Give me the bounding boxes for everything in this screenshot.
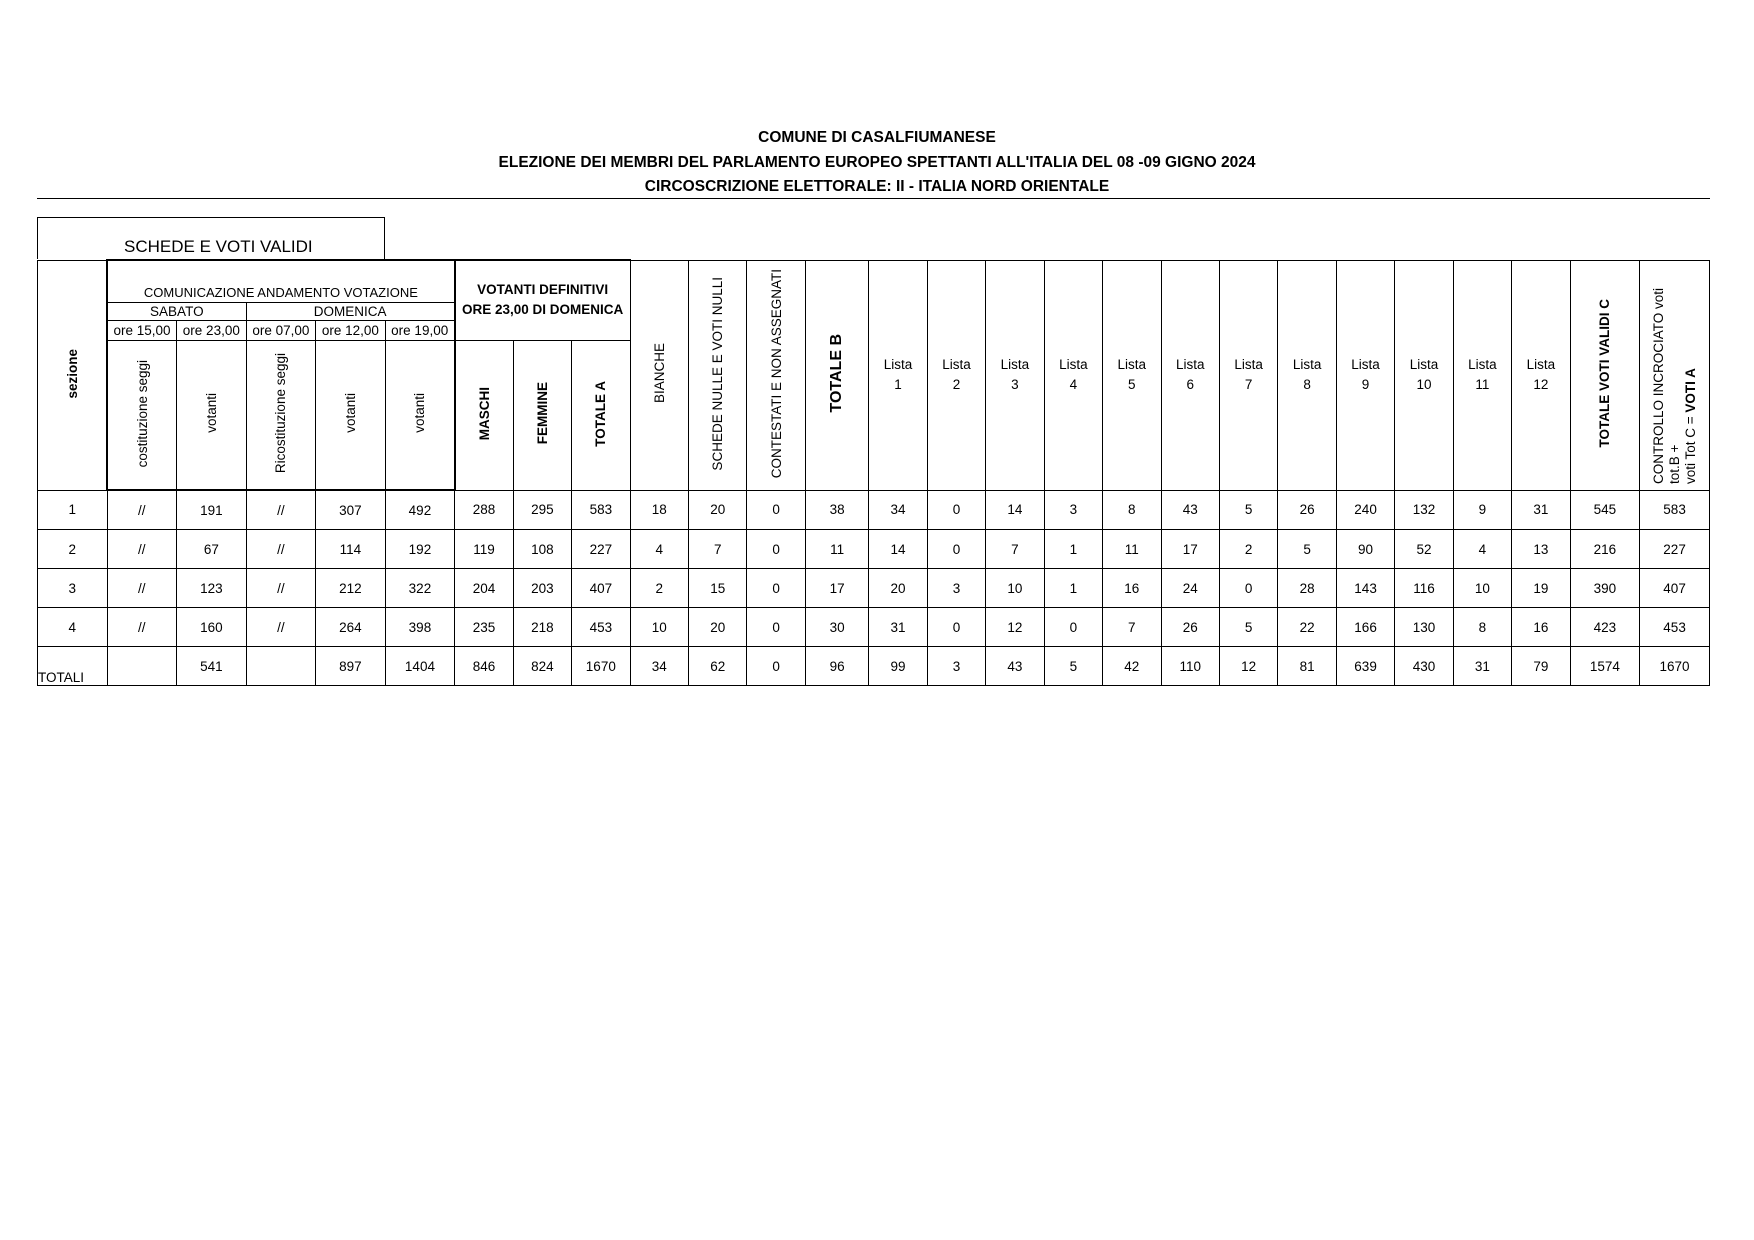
table-cell: 7 — [986, 530, 1044, 569]
header-lista-8: Lista 8 — [1278, 260, 1336, 490]
table-cell: 166 — [1336, 608, 1394, 647]
header-controllo-label — [1651, 264, 1699, 484]
table-cell: 10 — [630, 608, 688, 647]
table-cell: 307 — [316, 490, 386, 530]
table-cell: 4 — [630, 530, 688, 569]
table-cell: 12 — [986, 608, 1044, 647]
totals-cell: 5 — [1044, 647, 1102, 686]
table-cell: 0 — [1044, 608, 1102, 647]
table-cell: // — [246, 490, 316, 530]
table-cell: 15 — [688, 569, 746, 608]
table-cell: 20 — [688, 490, 746, 530]
header-lista-10: Lista 10 — [1395, 260, 1453, 490]
header-lista-12: Lista 12 — [1512, 260, 1570, 490]
header-contestati-label: CONTESTATI E NON ASSEGNATI — [768, 268, 784, 479]
table-cell: 28 — [1278, 569, 1336, 608]
table-cell: 9 — [1453, 490, 1511, 530]
table-cell: 492 — [385, 490, 455, 530]
schede-box — [37, 217, 385, 259]
table-cell: 423 — [1570, 608, 1640, 647]
table-cell: 583 — [1640, 490, 1710, 530]
totals-cell: 79 — [1512, 647, 1570, 686]
table-cell: // — [107, 490, 177, 530]
table-cell: 14 — [986, 490, 1044, 530]
table-cell: 38 — [805, 490, 868, 530]
table-cell: 108 — [513, 530, 571, 569]
header-controllo — [1640, 260, 1710, 490]
table-cell: // — [107, 569, 177, 608]
table-cell: 295 — [513, 490, 571, 530]
table-cell: 31 — [869, 608, 927, 647]
table-cell: 7 — [1103, 608, 1161, 647]
table-cell: 5 — [1219, 490, 1277, 530]
totals-cell: 12 — [1219, 647, 1277, 686]
table-cell: 0 — [927, 530, 985, 569]
table-cell: 1 — [38, 490, 108, 530]
totals-cell: 96 — [805, 647, 868, 686]
header-totale-voti-validi — [1570, 260, 1640, 490]
table-cell: // — [246, 569, 316, 608]
table-cell: 17 — [1161, 530, 1219, 569]
table-cell: 17 — [805, 569, 868, 608]
table-cell: 0 — [747, 569, 805, 608]
table-cell: 19 — [1512, 569, 1570, 608]
totals-cell: 110 — [1161, 647, 1219, 686]
header-contestati — [747, 260, 805, 490]
results-table — [37, 259, 1710, 686]
table-cell: 116 — [1395, 569, 1453, 608]
table-row — [38, 530, 1710, 569]
header-votanti-dom-19: votanti — [385, 340, 455, 490]
header-bianche-label: BIANCHE — [651, 343, 667, 404]
totals-cell: 1670 — [572, 647, 630, 686]
header-totale-a: TOTALE A — [572, 340, 630, 490]
table-cell: 212 — [316, 569, 386, 608]
table-cell: 31 — [1512, 490, 1570, 530]
table-cell: 227 — [572, 530, 630, 569]
table-cell: 407 — [1640, 569, 1710, 608]
table-cell: 26 — [1161, 608, 1219, 647]
table-cell: 2 — [38, 530, 108, 569]
table-cell: 218 — [513, 608, 571, 647]
table-cell: 216 — [1570, 530, 1640, 569]
table-cell: 160 — [177, 608, 247, 647]
header-ore-1: ore 15,00 — [107, 320, 177, 340]
table-cell: 0 — [927, 490, 985, 530]
header-votanti-sab: votanti — [177, 340, 247, 490]
header-ore-3: ore 07,00 — [246, 320, 316, 340]
header-ore-4: ore 12,00 — [316, 320, 386, 340]
title-comune: COMUNE DI CASALFIUMANESE — [758, 129, 996, 146]
header-comunicazione-label: COMUNICAZIONE ANDAMENTO VOTAZIONE — [143, 284, 418, 300]
totals-cell: 81 — [1278, 647, 1336, 686]
table-row — [38, 569, 1710, 608]
table-body — [38, 490, 1710, 686]
table-cell: 67 — [177, 530, 247, 569]
header-schede-nulle — [688, 260, 746, 490]
header-totale-voti-validi-label: TOTALE VOTI VALIDI C — [1597, 299, 1613, 448]
title-rule — [37, 198, 1710, 199]
table-cell: 22 — [1278, 608, 1336, 647]
totals-cell: 62 — [688, 647, 746, 686]
totals-cell: 31 — [1453, 647, 1511, 686]
table-cell: 20 — [688, 608, 746, 647]
header-votanti-dom-12: votanti — [316, 340, 386, 490]
header-lista-6: Lista 6 — [1161, 260, 1219, 490]
table-cell: 4 — [1453, 530, 1511, 569]
table-cell: 0 — [1219, 569, 1277, 608]
table-cell: 240 — [1336, 490, 1394, 530]
totals-cell: 897 — [316, 647, 386, 686]
header-lista-11: Lista 11 — [1453, 260, 1511, 490]
table-cell: 3 — [1044, 490, 1102, 530]
totals-label: TOTALI — [38, 647, 108, 686]
header-lista-7: Lista 7 — [1219, 260, 1277, 490]
totals-cell — [246, 647, 316, 686]
table-cell: 8 — [1453, 608, 1511, 647]
table-cell: 4 — [38, 608, 108, 647]
table-cell: 16 — [1512, 608, 1570, 647]
header-ricostituzione: Ricostituzione seggi — [246, 340, 316, 490]
table-cell: 3 — [38, 569, 108, 608]
title-circoscrizione: CIRCOSCRIZIONE ELETTORALE: II - ITALIA NORD ORIENTALE — [644, 178, 1110, 195]
table-cell: 288 — [455, 490, 513, 530]
totals-cell: 1670 — [1640, 647, 1710, 686]
table-cell: // — [107, 608, 177, 647]
table-cell: 5 — [1278, 530, 1336, 569]
table-cell: 390 — [1570, 569, 1640, 608]
header-lista-2: Lista 2 — [927, 260, 985, 490]
table-header — [38, 260, 1710, 490]
table-cell: 1 — [1044, 569, 1102, 608]
totals-cell: 1574 — [1570, 647, 1640, 686]
header-sezione — [38, 260, 108, 490]
totals-row — [38, 647, 1710, 686]
table-cell: 24 — [1161, 569, 1219, 608]
table-cell: 191 — [177, 490, 247, 530]
header-sezione-label: sezione — [64, 348, 80, 399]
totals-cell: 1404 — [385, 647, 455, 686]
table-cell: 18 — [630, 490, 688, 530]
table-cell: 11 — [1103, 530, 1161, 569]
table-cell: 0 — [747, 608, 805, 647]
title-elezione: ELEZIONE DEI MEMBRI DEL PARLAMENTO EUROPEO SPETTANTI ALL'ITALIA DEL 08 -09 GIGNO 2024 — [498, 153, 1256, 171]
table-row — [38, 608, 1710, 647]
table-cell: 14 — [869, 530, 927, 569]
totals-cell — [107, 647, 177, 686]
header-comunicazione — [107, 260, 455, 302]
table-cell: 30 — [805, 608, 868, 647]
totals-cell: 34 — [630, 647, 688, 686]
table-cell: 123 — [177, 569, 247, 608]
table-cell: 10 — [986, 569, 1044, 608]
table-cell: 0 — [927, 608, 985, 647]
document-titles — [0, 126, 1754, 200]
header-schede-nulle-label: SCHEDE NULLE E VOTI NULLI — [710, 276, 726, 471]
table-cell: 7 — [688, 530, 746, 569]
table-cell: 583 — [572, 490, 630, 530]
table-cell: 203 — [513, 569, 571, 608]
table-cell: 11 — [805, 530, 868, 569]
header-bianche — [630, 260, 688, 490]
totals-cell: 541 — [177, 647, 247, 686]
totals-cell: 3 — [927, 647, 985, 686]
table-cell: 114 — [316, 530, 386, 569]
header-lista-3: Lista 3 — [986, 260, 1044, 490]
header-controllo-line2: voti Tot C = — [1682, 412, 1698, 484]
header-lista-5: Lista 5 — [1103, 260, 1161, 490]
table-cell: 192 — [385, 530, 455, 569]
table-cell: 16 — [1103, 569, 1161, 608]
table-cell: 34 — [869, 490, 927, 530]
table-cell: 545 — [1570, 490, 1640, 530]
table-cell: 407 — [572, 569, 630, 608]
totals-cell: 0 — [747, 647, 805, 686]
table-cell: 264 — [316, 608, 386, 647]
table-cell: 10 — [1453, 569, 1511, 608]
header-ore-5: ore 19,00 — [385, 320, 455, 340]
table-row — [38, 490, 1710, 530]
table-cell: 227 — [1640, 530, 1710, 569]
header-lista-1: Lista 1 — [869, 260, 927, 490]
header-votanti-definitivi — [455, 260, 630, 340]
table-cell: 132 — [1395, 490, 1453, 530]
schede-label: SCHEDE E VOTI VALIDI — [124, 237, 313, 256]
header-controllo-line1: CONTROLLO INCROCIATO voti tot.B + — [1650, 287, 1682, 484]
table-cell: 322 — [385, 569, 455, 608]
table-cell: 204 — [455, 569, 513, 608]
table-cell: 119 — [455, 530, 513, 569]
table-cell: // — [246, 530, 316, 569]
header-lista-9: Lista 9 — [1336, 260, 1394, 490]
totals-cell: 42 — [1103, 647, 1161, 686]
table-cell: 8 — [1103, 490, 1161, 530]
table-cell: 2 — [1219, 530, 1277, 569]
header-totale-b — [805, 260, 868, 490]
table-cell: 0 — [747, 530, 805, 569]
header-lista-4: Lista 4 — [1044, 260, 1102, 490]
totals-cell: 846 — [455, 647, 513, 686]
table-cell: 143 — [1336, 569, 1394, 608]
totals-cell: 639 — [1336, 647, 1394, 686]
table-cell: 20 — [869, 569, 927, 608]
table-cell: 1 — [1044, 530, 1102, 569]
header-votanti-definitivi-line2: ORE 23,00 DI DOMENICA — [461, 302, 624, 318]
table-cell: // — [246, 608, 316, 647]
table-cell: 130 — [1395, 608, 1453, 647]
totals-cell: 824 — [513, 647, 571, 686]
table-cell: 398 — [385, 608, 455, 647]
table-cell: 453 — [572, 608, 630, 647]
header-totale-b-label: TOTALE B — [828, 334, 846, 413]
header-domenica: DOMENICA — [246, 302, 455, 320]
table-cell: 5 — [1219, 608, 1277, 647]
table-cell: 90 — [1336, 530, 1394, 569]
header-costituzione: costituzione seggi — [107, 340, 177, 490]
header-femmine: FEMMINE — [513, 340, 571, 490]
table-cell: 52 — [1395, 530, 1453, 569]
table-cell: 13 — [1512, 530, 1570, 569]
totals-cell: 99 — [869, 647, 927, 686]
header-votanti-definitivi-line1: VOTANTI DEFINITIVI — [477, 282, 609, 298]
table-cell: 0 — [747, 490, 805, 530]
table-cell: 43 — [1161, 490, 1219, 530]
header-maschi: MASCHI — [455, 340, 513, 490]
table-cell: 235 — [455, 608, 513, 647]
totals-cell: 43 — [986, 647, 1044, 686]
totals-cell: 430 — [1395, 647, 1453, 686]
header-sabato: SABATO — [107, 302, 246, 320]
table-cell: // — [107, 530, 177, 569]
header-ore-2: ore 23,00 — [177, 320, 247, 340]
table-cell: 2 — [630, 569, 688, 608]
header-controllo-voti-a: VOTI A — [1682, 367, 1698, 413]
table-cell: 453 — [1640, 608, 1710, 647]
table-cell: 26 — [1278, 490, 1336, 530]
table-cell: 3 — [927, 569, 985, 608]
